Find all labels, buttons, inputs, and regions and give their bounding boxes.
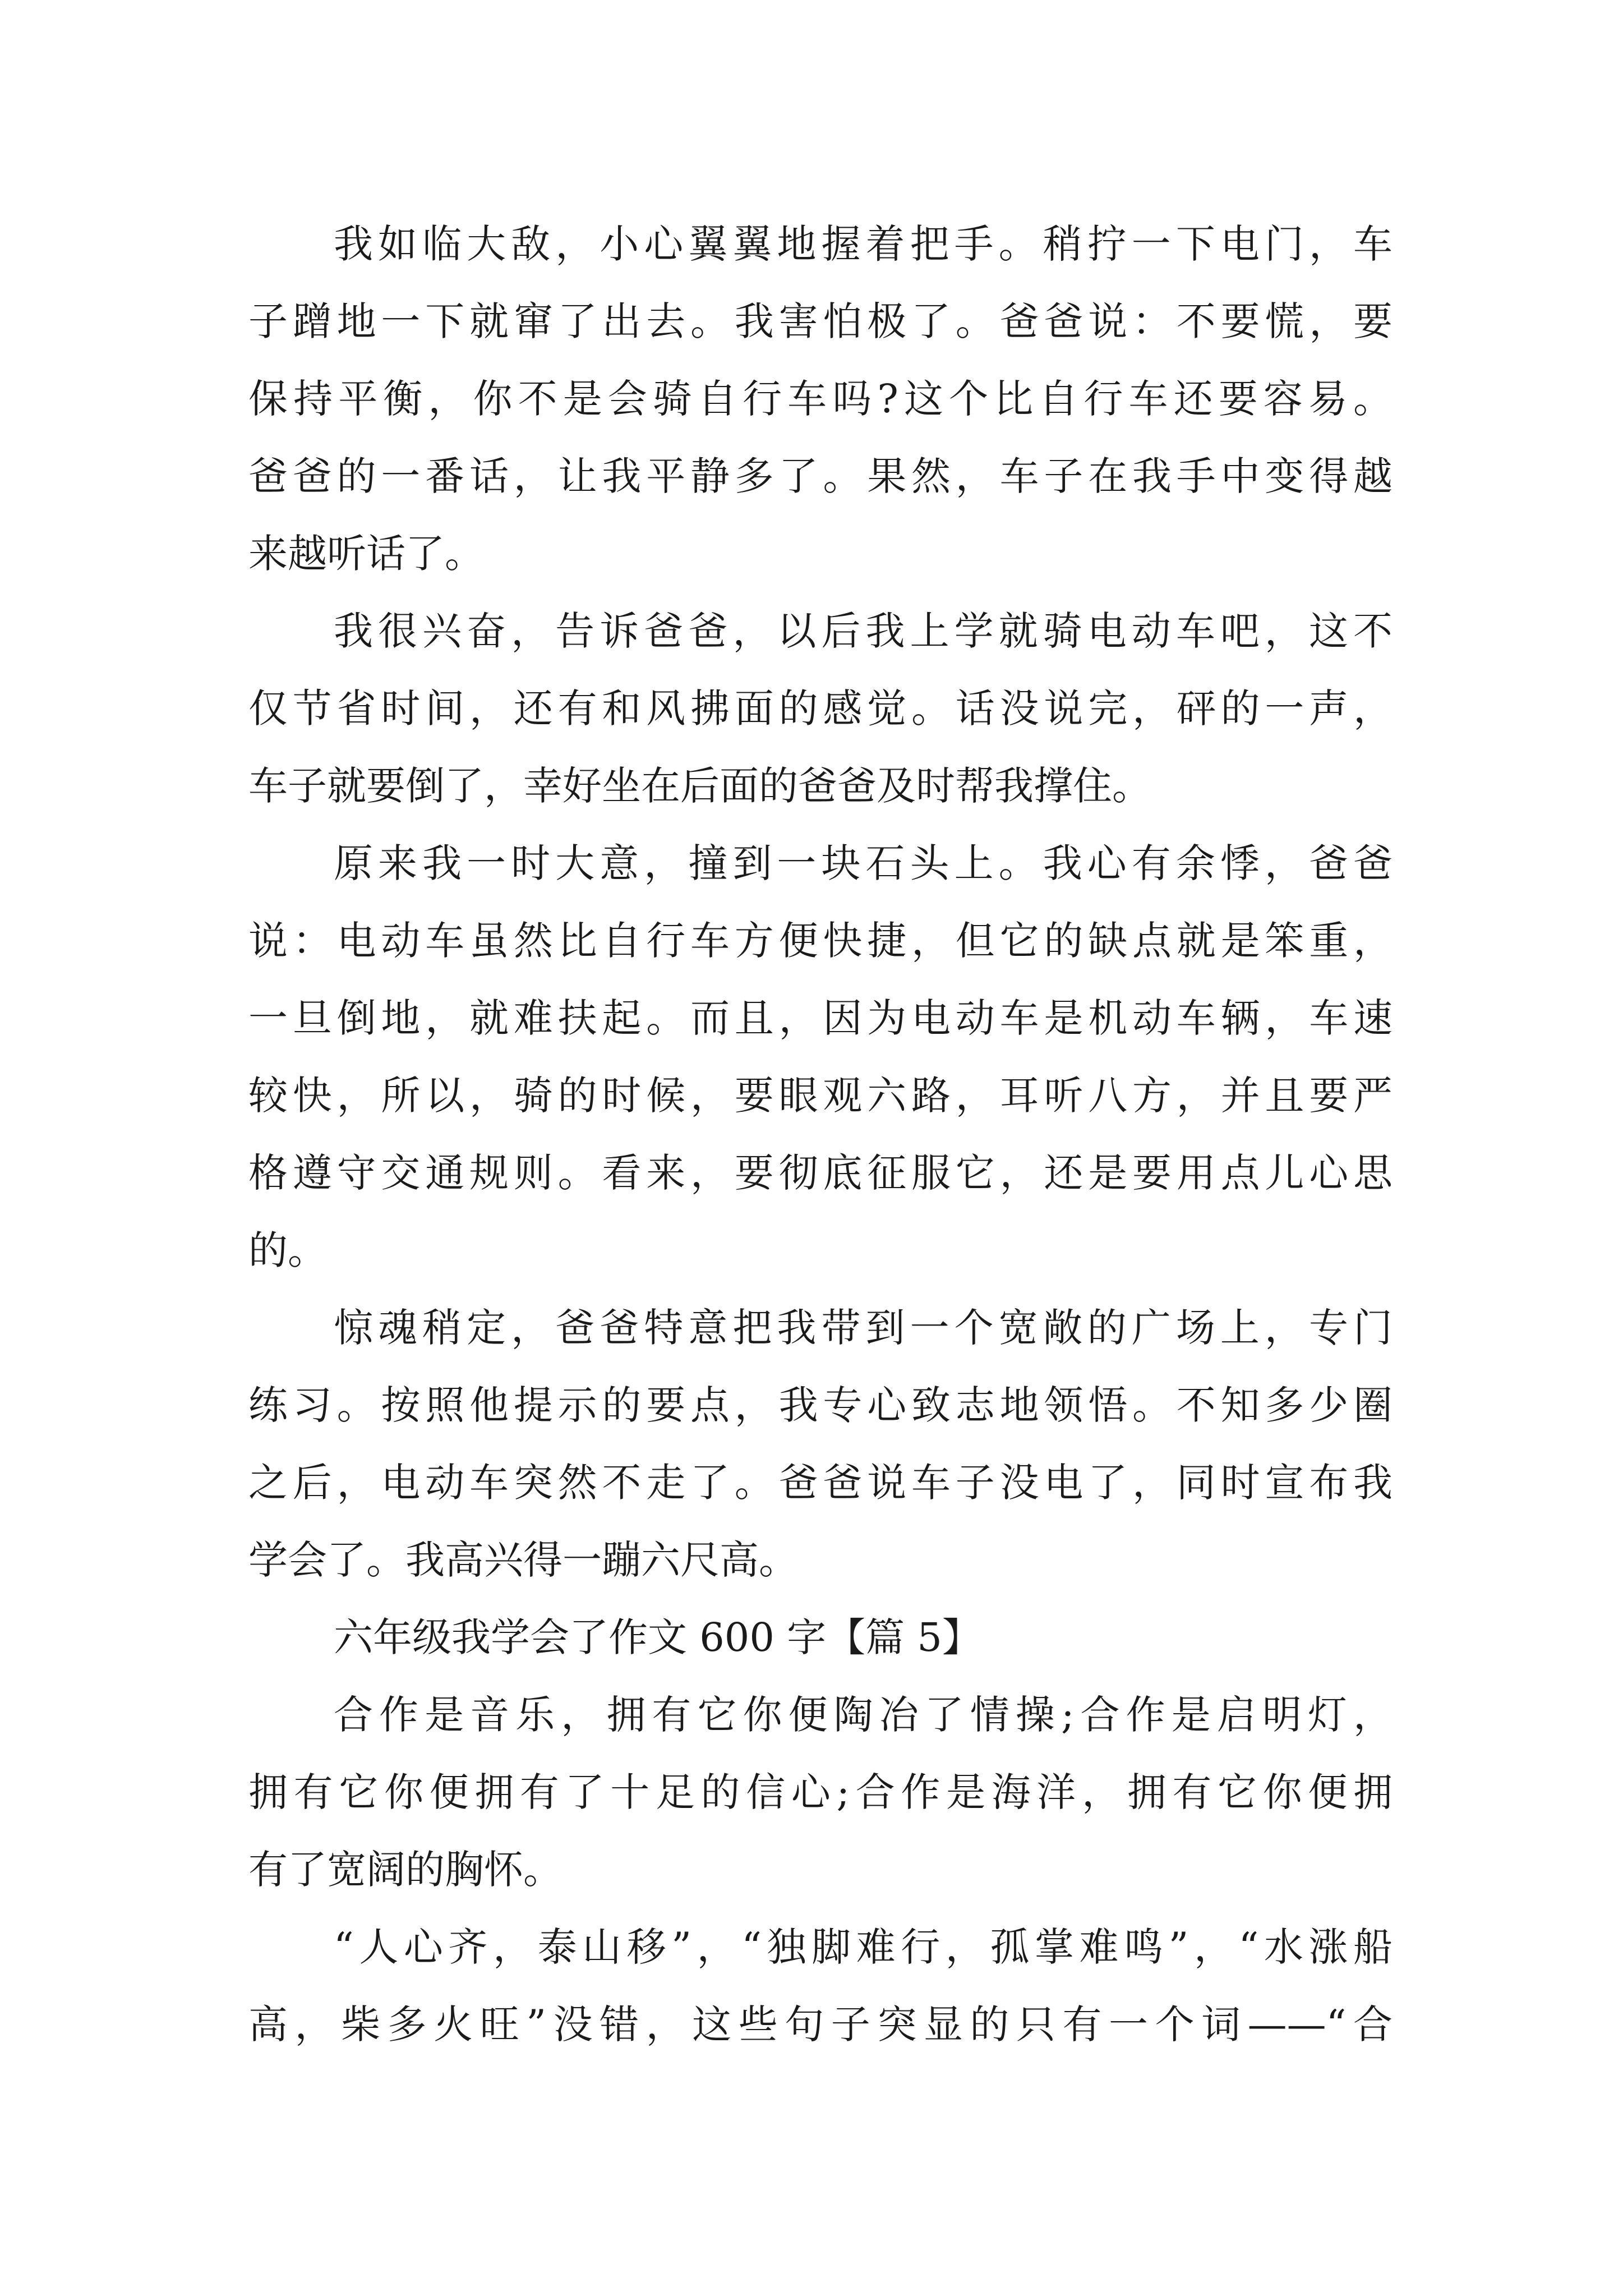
text-line: 之后，电动车突然不走了。爸爸说车子没电了，同时宣布我 <box>248 1460 1393 1506</box>
text-line: 爸爸的一番话，让我平静多了。果然，车子在我手中变得越 <box>248 453 1393 499</box>
text-line: 我如临大敌，小心翼翼地握着把手。稍拧一下电门，车 <box>334 221 1393 267</box>
text-line: 格遵守交通规则。看来，要彻底征服它，还是要用点儿心思 <box>248 1150 1393 1196</box>
text-line: 合作是音乐，拥有它你便陶冶了情操;合作是启明灯， <box>334 1692 1393 1738</box>
text-line: 拥有它你便拥有了十足的信心;合作是海洋，拥有它你便拥 <box>248 1769 1393 1815</box>
text-line: 六年级我学会了作文 600 字【篇 5】 <box>334 1614 981 1660</box>
text-line: 惊魂稍定，爸爸特意把我带到一个宽敞的广场上，专门 <box>334 1305 1393 1351</box>
text-line: 学会了。我高兴得一蹦六尺高。 <box>248 1537 798 1583</box>
text-line: 说：电动车虽然比自行车方便快捷，但它的缺点就是笨重， <box>248 918 1393 964</box>
text-line: 较快，所以，骑的时候，要眼观六路，耳听八方，并且要严 <box>248 1073 1393 1119</box>
text-line: 有了宽阔的胸怀。 <box>248 1847 562 1893</box>
text-line: 我很兴奋，告诉爸爸，以后我上学就骑电动车吧，这不 <box>334 608 1393 654</box>
text-line: 原来我一时大意，撞到一块石头上。我心有余悸，爸爸 <box>334 840 1393 886</box>
text-line: 一旦倒地，就难扶起。而且，因为电动车是机动车辆，车速 <box>248 995 1393 1041</box>
text-line: 来越听话了。 <box>248 531 484 577</box>
text-line: 高，柴多火旺”没错，这些句子突显的只有一个词——“合 <box>248 2001 1393 2047</box>
text-line: “人心齐，泰山移”，“独脚难行，孤掌难鸣”，“水涨船 <box>334 1924 1393 1970</box>
text-line: 子蹭地一下就窜了出去。我害怕极了。爸爸说：不要慌，要 <box>248 298 1393 344</box>
text-line: 车子就要倒了，幸好坐在后面的爸爸及时帮我撑住。 <box>248 763 1151 809</box>
text-line: 的。 <box>248 1227 327 1273</box>
text-line: 仅节省时间，还有和风拂面的感觉。话没说完，砰的一声， <box>248 685 1393 731</box>
text-line: 保持平衡，你不是会骑自行车吗?这个比自行车还要容易。 <box>248 376 1393 422</box>
text-line: 练习。按照他提示的要点，我专心致志地领悟。不知多少圈 <box>248 1382 1393 1428</box>
